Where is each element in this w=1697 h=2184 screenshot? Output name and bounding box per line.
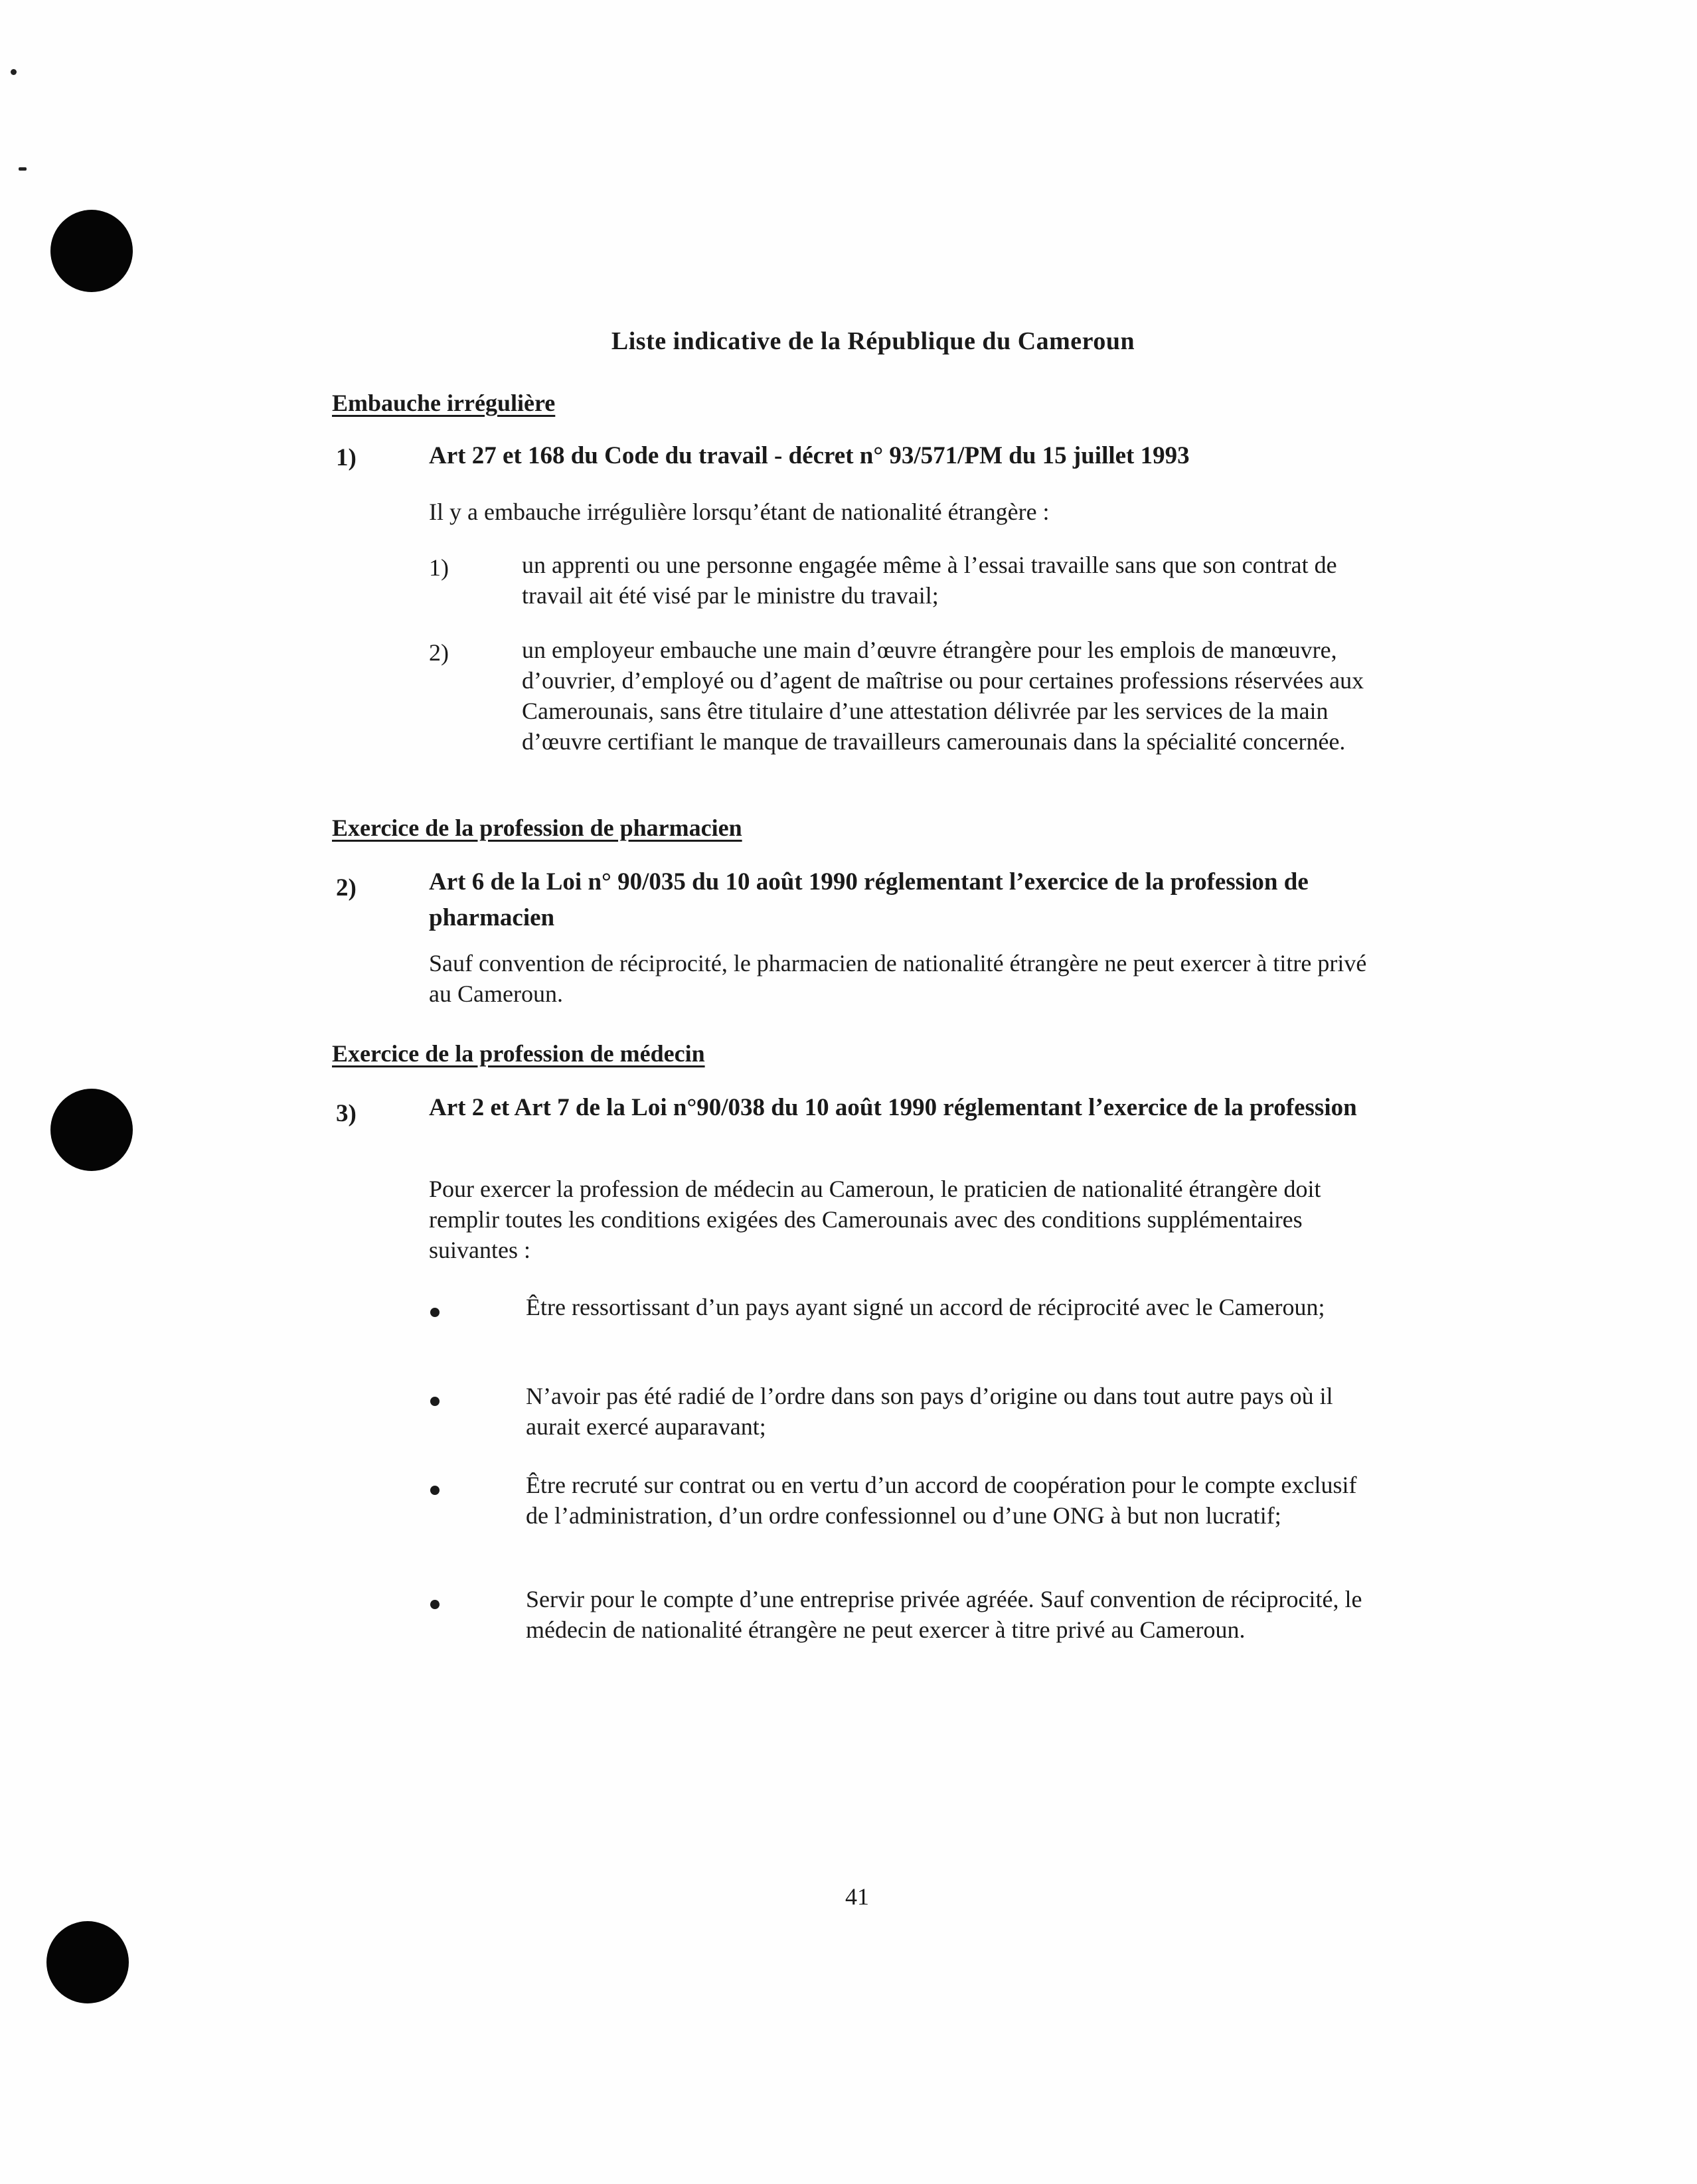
- punch-hole-middle: [50, 1089, 133, 1171]
- item-number: 3): [336, 1100, 357, 1127]
- item-number: 1): [336, 444, 357, 471]
- bullet-icon: [430, 1397, 440, 1406]
- paragraph: Il y a embauche irrégulière lorsqu’étant de nationalité étrangère :: [429, 499, 1050, 525]
- page-number: 41: [845, 1883, 869, 1910]
- scan-speck: [19, 167, 27, 171]
- paragraph: Sauf convention de réciprocité, le pharmacien de nationalité étrangère ne peut exercer à titre privé au Cameroun.: [429, 950, 1367, 1007]
- document-title: Liste indicative de la République du Cameroun: [611, 327, 1135, 355]
- subitem-number: 1): [429, 554, 449, 581]
- bullet-icon: [430, 1600, 440, 1609]
- paragraph: Pour exercer la profession de médecin au Cameroun, le praticien de nationalité étrangère doit remplir toutes les conditions exigées des Camerounais avec des conditions supplémentaires suivantes :: [429, 1176, 1321, 1263]
- bullet-text: Être recruté sur contrat ou en vertu d’un accord de coopération pour le compte exclusif de l’administration, d’un ordre confessionnel ou d’une ONG à but non lucratif;: [526, 1472, 1357, 1529]
- bullet-icon: [430, 1486, 440, 1495]
- item-heading: Art 27 et 168 du Code du travail - décret n° 93/571/PM du 15 juillet 1993: [429, 442, 1190, 469]
- bullet-icon: [430, 1308, 440, 1317]
- section-heading-medecin: Exercice de la profession de médecin: [332, 1040, 705, 1067]
- scan-speck: [11, 69, 17, 75]
- bullet-text: Servir pour le compte d’une entreprise privée agréée. Sauf convention de réciprocité, le médecin de nationalité étrangère ne peut exercer à titre privé au Cameroun.: [526, 1586, 1362, 1643]
- section-heading-embauche: Embauche irrégulière: [332, 390, 556, 416]
- punch-hole-bottom: [46, 1921, 129, 2003]
- subitem-text: un apprenti ou une personne engagée même à l’essai travaille sans que son contrat de travail ait été visé par le ministre du travail;: [522, 552, 1337, 609]
- item-heading: Art 2 et Art 7 de la Loi n°90/038 du 10 août 1990 réglementant l’exercice de la profession: [429, 1094, 1357, 1121]
- bullet-text: N’avoir pas été radié de l’ordre dans son pays d’origine ou dans tout autre pays où il aurait exercé auparavant;: [526, 1383, 1333, 1440]
- subitem-number: 2): [429, 639, 449, 666]
- bullet-text: Être ressortissant d’un pays ayant signé un accord de réciprocité avec le Cameroun;: [526, 1294, 1325, 1320]
- item-heading: Art 6 de la Loi n° 90/035 du 10 août 1990 réglementant l’exercice de la profession de pharmacien: [429, 868, 1309, 931]
- section-heading-pharmacien: Exercice de la profession de pharmacien: [332, 815, 742, 841]
- subitem-text: un employeur embauche une main d’œuvre étrangère pour les emplois de manœuvre, d’ouvrier, d’employé ou d’agent de maîtrise ou pour certaines professions réservées aux Camerounais, sans être titulaire d’une attestation délivrée par les services de la main d’œuvre certifiant le manque de travailleurs camerounais dans la spécialité concernée.: [522, 637, 1364, 755]
- item-number: 2): [336, 874, 357, 901]
- punch-hole-top: [50, 210, 133, 292]
